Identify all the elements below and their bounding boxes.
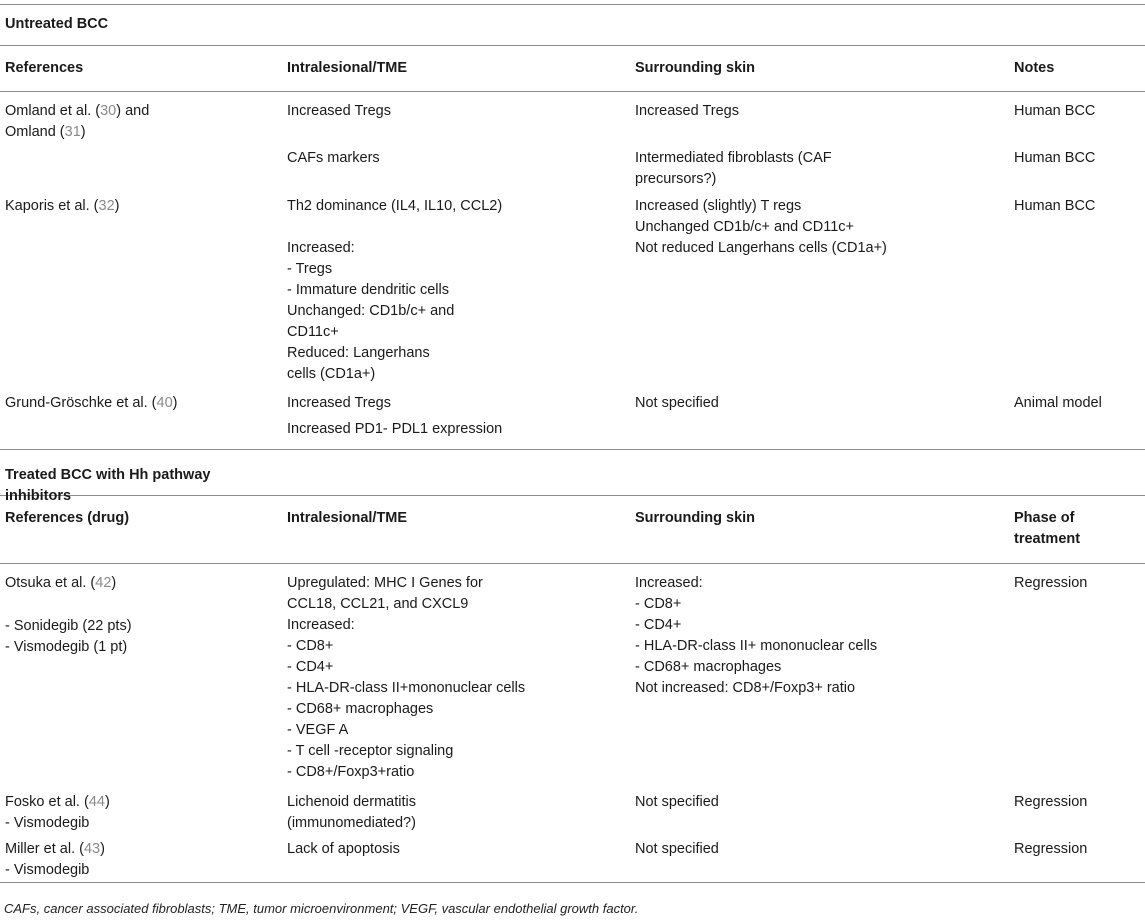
cell-line: Unchanged CD1b/c+ and CD11c+ [635,219,854,235]
table-cell-skin [635,792,995,813]
cell-line: Lichenoid dermatitis [287,794,416,810]
header-intralesional: Intralesional/TME [287,510,408,526]
table-cell-ref [5,792,275,834]
table-cell-skin [635,573,995,699]
table-cell-tme [287,101,617,122]
cell-line: Increased Tregs [287,103,391,119]
cell-line: - CD68+ macrophages [287,701,434,717]
table-cell-skin [635,393,995,414]
cell-line: Increased (slightly) T regs [635,198,802,214]
table-cell-skin [635,101,995,122]
cell-line: (immunomediated?) [287,815,416,831]
cell-line [5,196,275,217]
cell-line: Not specified [635,841,719,857]
cell-line: - CD68+ macrophages [635,659,782,675]
table-cell-phase [1014,573,1139,594]
cell-line: Reduced: Langerhans [287,345,430,361]
cell-line: Not reduced Langerhans cells (CD1a+) [635,240,887,256]
cell-line [5,122,275,143]
cell-line: - CD8+ [635,596,682,612]
cell-line: - HLA-DR-class II+mononuclear cells [287,680,526,696]
cell-line: CCL18, CCL21, and CXCL9 [287,596,469,612]
section-title-treated: Treated BCC with Hh pathway inhibitors [5,467,211,504]
table-cell-ref [5,196,275,217]
cell-line [5,860,275,881]
cell-line: Increased PD1- PDL1 expression [287,421,503,437]
table-cell-tme [287,196,617,217]
cell-line: Regression [1014,841,1088,857]
citation-link: 32 [98,198,115,214]
cell-line: Unchanged: CD1b/c+ and [287,303,455,319]
cell-line: - CD8+ [287,638,334,654]
cell-text: - Vismodegib [5,862,90,878]
cell-line: Human BCC [1014,198,1096,214]
cell-line: cells (CD1a+) [287,366,376,382]
cell-text: ) [100,841,105,857]
cell-line: Human BCC [1014,103,1096,119]
cell-line: Increased: [635,575,703,591]
header-surrounding-skin: Surrounding skin [635,60,756,76]
cell-line [5,813,275,834]
table-cell-phase [1014,792,1139,813]
table-cell-ref [5,101,275,143]
cell-text: Omland et al. ( [5,103,101,119]
table-cell-tme-detail [287,238,617,385]
table-cell-tme [287,573,617,783]
cell-line: - Tregs [287,261,333,277]
cell-text: Grund-Gröschke et al. ( [5,395,157,411]
cell-text: Fosko et al. ( [5,794,89,810]
header-notes: Notes [1014,60,1055,76]
citation-link: 30 [100,103,117,119]
cell-text: ) [80,124,86,140]
rule-section1-header [0,91,1145,92]
cell-line: - CD8+/Foxp3+ratio [287,764,415,780]
cell-line: CAFs markers [287,150,380,166]
header-intralesional: Intralesional/TME [287,60,408,76]
cell-line: Regression [1014,794,1088,810]
cell-line: - VEGF A [287,722,349,738]
cell-line: Regression [1014,575,1088,591]
table-cell-drug-list [5,616,275,658]
header-phase-of-treatment: Phase of treatment [1014,510,1081,547]
cell-line: - CD4+ [287,659,334,675]
header-references-drug: References (drug) [5,510,130,526]
cell-line: Not specified [635,395,719,411]
citation-link: 44 [88,794,105,810]
rule-section1-title [0,45,1145,46]
cell-line: - HLA-DR-class II+ mononuclear cells [635,638,878,654]
table-cell-tme [287,839,617,860]
cell-line: Increased: [287,617,355,633]
header-surrounding-skin: Surrounding skin [635,510,756,526]
cell-text: - Vismodegib [5,815,90,831]
cell-line: Not increased: CD8+/Foxp3+ ratio [635,680,856,696]
citation-link: 40 [156,395,173,411]
cell-line: CD11c+ [287,324,339,340]
cell-line [5,792,275,813]
table-cell-phase [1014,839,1139,860]
cell-line: precursors?) [635,171,717,187]
table-cell-notes [1014,196,1139,217]
cell-text: ) [111,575,117,591]
cell-line: - Sonidegib (22 pts) [5,618,132,634]
cell-line: Intermediated fibroblasts (CAF [635,150,832,166]
cell-line [5,573,275,594]
section-title-untreated: Untreated BCC [5,16,109,32]
rule-section2-header [0,563,1145,564]
cell-line [5,101,275,122]
cell-line: Not specified [635,794,719,810]
table-cell-ref [5,839,275,881]
cell-text: ) [172,395,178,411]
citation-link: 42 [95,575,112,591]
table-cell-notes [1014,393,1139,414]
table-cell-notes [1014,148,1139,169]
cell-text: Omland ( [5,124,65,140]
table-cell-ref [5,573,275,594]
cell-line: - Vismodegib (1 pt) [5,639,128,655]
cell-line: Increased Tregs [287,395,391,411]
cell-text: ) [114,198,120,214]
cell-line [5,839,275,860]
cell-line: - T cell -receptor signaling [287,743,454,759]
cell-line [5,393,275,414]
cell-text: Miller et al. ( [5,841,84,857]
cell-line: Increased Tregs [635,103,739,119]
cell-text: Otsuka et al. ( [5,575,96,591]
table-cell-skin [635,148,995,190]
table-cell-ref [5,393,275,414]
table-cell-skin [635,196,995,259]
table-cell-notes [1014,101,1139,122]
cell-line: Upregulated: MHC I Genes for [287,575,483,591]
table-cell-tme [287,148,617,169]
table-footnote: CAFs, cancer associated fibroblasts; TME, tumor microenvironment; VEGF, vascular endothelial growth factor. [4,901,639,916]
cell-line: Animal model [1014,395,1102,411]
citation-link: 43 [83,841,101,857]
cell-line: Th2 dominance (IL4, IL10, CCL2) [287,198,503,214]
cell-line: Human BCC [1014,150,1096,166]
rule-section1-end [0,449,1145,450]
cell-text: ) [104,794,110,810]
rule-bottom [0,882,1145,883]
cell-text: ) and [116,103,150,119]
cell-text: Kaporis et al. ( [5,198,99,214]
citation-link: 31 [64,124,81,140]
cell-line: - CD4+ [635,617,682,633]
table-cell-tme [287,393,617,414]
header-references: References [5,60,84,76]
rule-top [0,4,1145,5]
table-cell-tme-detail [287,419,617,440]
cell-line: Lack of apoptosis [287,841,400,857]
cell-line: Increased: [287,240,355,256]
cell-line: - Immature dendritic cells [287,282,449,298]
table-cell-skin [635,839,995,860]
table-cell-tme [287,792,617,834]
